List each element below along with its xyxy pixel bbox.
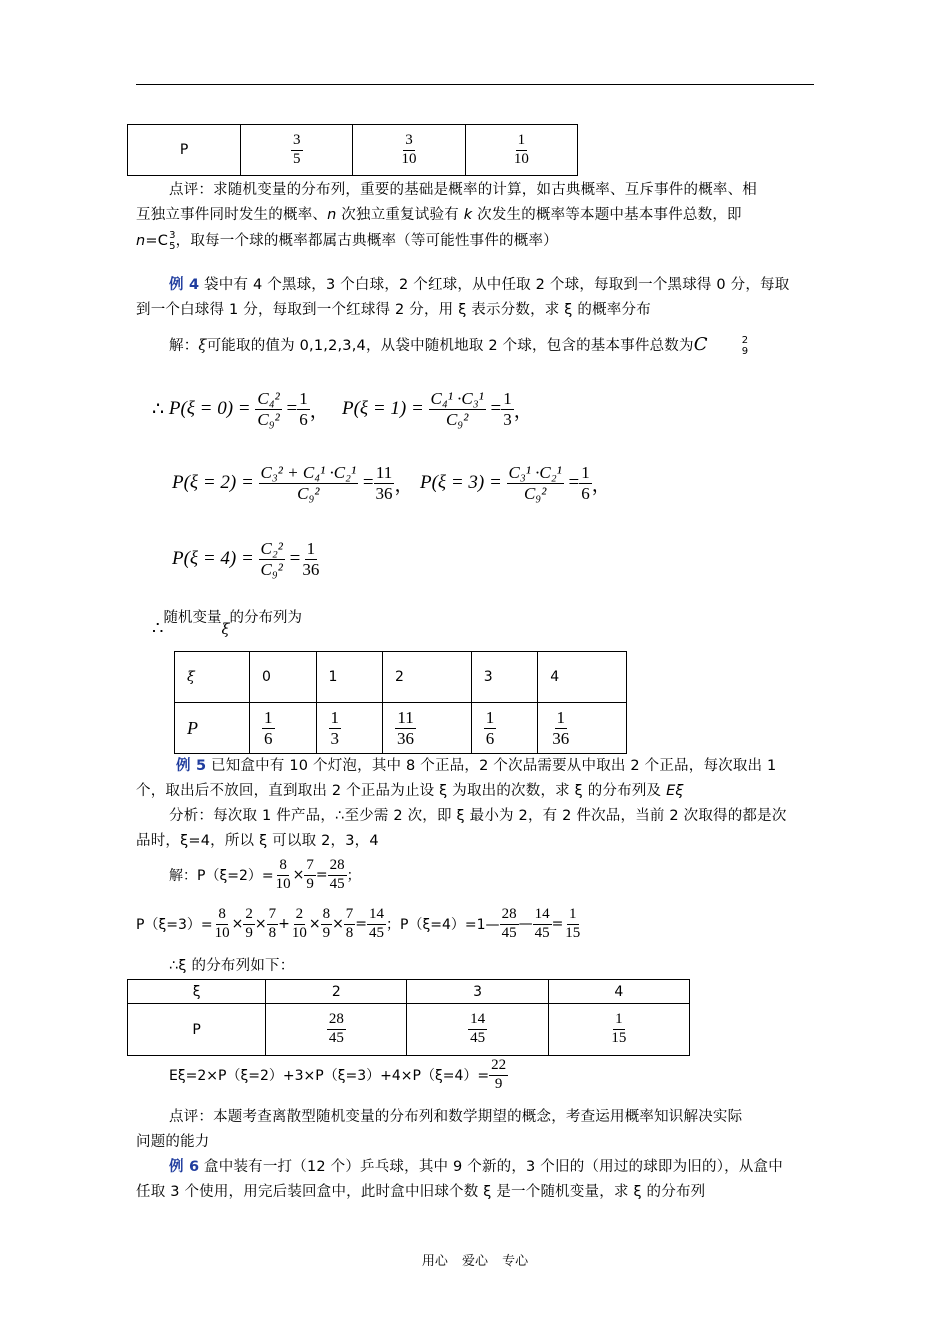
xi-label: ξ <box>128 980 266 1004</box>
comment1-line2: 互独立事件同时发生的概率、n 次独立重复试验有 k 次发生的概率等本题中基本事件总数，即 <box>136 207 742 223</box>
example4-line2: 到一个白球得 1 分，每取到一个红球得 2 分，用 ξ 表示分数，求 ξ 的概率分布 <box>136 302 651 318</box>
example4-solution: 解：ξ可能取的值为 0,1,2,3,4，从袋中随机地取 2 个球，包含的基本事件总数为C 2 9 <box>169 334 749 357</box>
fraction: $\frac{28}{45}$ <box>328 1011 344 1046</box>
example5-line2: 个，取出后不放回，直到取出 2 个正品为止设 ξ 为取出的次数，求 ξ 的分布列及 Eξ <box>136 783 684 799</box>
example5-label: 例 5 <box>176 758 207 774</box>
fraction: $\frac{1}{10}$ <box>513 131 529 167</box>
example6-line2: 任取 3 个使用，用完后装回盒中，此时盒中旧球个数 ξ 是一个随机变量，求 ξ 的分布列 <box>136 1184 706 1200</box>
equation-p1: P(ξ = 1) = $\frac{\text{C₄¹ ·C₃¹}}{\text{C₉²}}$ = $\frac{1}{3}$ ， <box>342 389 533 429</box>
fraction: $\frac{1}{6}$ <box>485 707 495 748</box>
fraction: $\frac{1}{3}$ <box>330 707 340 748</box>
example6-label: 例 6 <box>169 1159 200 1175</box>
example5-comment1: 点评：本题考查离散型随机变量的分布列和数学期望的概念，考查运用概率知识解决实际 <box>169 1109 743 1125</box>
example5-comment2: 问题的能力 <box>136 1134 210 1150</box>
fraction: $\frac{1}{6}$ <box>264 707 273 748</box>
fraction: $\frac{11}{36}$ <box>397 707 415 748</box>
p-label: P <box>175 703 250 754</box>
example5-dist-table: ξ 2 3 4 P $\frac{28}{45}$ $\frac{14}{45}$ $\frac{1}{15}$ <box>127 979 690 1056</box>
page-footer: 用心 爱心 专心 <box>421 1254 529 1269</box>
example5-p3-p4: P（ξ=3）= $\frac{8}{10}$ × $\frac{2}{9}$ × $\frac{7}{8}$ + $\frac{2}{10}$ × $\frac{8}{9}$ × $\frac{7}{8}$ = $\frac{14}{45}$ ；P（ξ=4）=1— $\frac{28}{45}$ — $\frac{14}{45}$ = $\frac{1}{15}$ <box>136 906 581 941</box>
table-header-p: P <box>128 125 241 176</box>
p-label: P <box>128 1004 266 1056</box>
comment1-line1: 点评：求随机变量的分布列，重要的基础是概率的计算，如古典概率、互斥事件的概率、相 <box>169 182 757 198</box>
example4-dist-table: ξ 0 1 2 3 4 P $\frac{1}{6}$ $\frac{1}{3}$ $\frac{11}{36}$ $\frac{1}{6}$ $\frac{1}{36}$ <box>174 651 627 754</box>
comment1-line3: n=C 3 5 ，取每一个球的概率都属古典概率（等可能性事件的概率） <box>136 230 558 252</box>
example4-dist-intro: ∴随机变量ξ的分布列为 <box>152 610 302 638</box>
fraction: $\frac{3}{10}$ <box>401 131 417 167</box>
equation-p4: P(ξ = 4) = $\frac{\text{C₂²}}{\text{C₉²}}$ = $\frac{1}{36}$ <box>172 539 320 579</box>
equation-p3: P(ξ = 3) = $\frac{\text{C₃¹ ·C₂¹}}{\text{C₉²}}$ = $\frac{1}{6}$ ， <box>420 463 611 503</box>
header-rule <box>136 84 814 85</box>
example5-expectation: Eξ=2×P（ξ=2）+3×P（ξ=3）+4×P（ξ=4）= $\frac{22}{9}$ <box>169 1057 507 1092</box>
fraction: $\frac{1}{36}$ <box>552 707 570 748</box>
example5-analysis2: 品时，ξ=4，所以 ξ 可以取 2，3，4 <box>136 833 379 849</box>
example5-dist-intro: ∴ξ 的分布列如下： <box>169 958 295 974</box>
example5-analysis1: 分析：每次取 1 件产品，∴至少需 2 次，即 ξ 最小为 2，有 2 件次品，当前 2 次取得的都是次 <box>169 808 787 824</box>
xi-label: ξ <box>175 652 250 703</box>
fraction: $\frac{3}{5}$ <box>293 131 301 167</box>
top-prob-table <box>127 124 578 176</box>
example5-p2: 解：P（ξ=2）= $\frac{8}{10}$ × $\frac{7}{9}$ = $\frac{28}{45}$ ； <box>169 857 361 892</box>
example5-line1: 例 5 已知盒中有 10 个灯泡，其中 8 个正品，2 个次品需要从中取出 2 个正品，每次取出 1 <box>176 758 777 774</box>
fraction: $\frac{1}{15}$ <box>611 1011 627 1046</box>
fraction: $\frac{14}{45}$ <box>470 1011 486 1046</box>
example6-line1: 例 6 盒中装有一打（12 个）乒乓球，其中 9 个新的，3 个旧的（用过的球即为旧的），从盒中 <box>169 1159 783 1175</box>
example4-line1: 例 4 袋中有 4 个黑球，3 个白球，2 个红球，从中任取 2 个球，每取到一个黑球得 0 分，每取 <box>169 277 790 293</box>
example4-label: 例 4 <box>169 277 200 293</box>
equation-p2: P(ξ = 2) = $\frac{\text{C₃² + C₄¹ ·C₂¹}}{\text{C₉²}}$ = $\frac{11}{36}$ ， <box>172 463 414 503</box>
equation-p0: ∴ P(ξ = 0) = $\frac{\text{C₄²}}{\text{C₉²}}$ = $\frac{1}{6}$ ， <box>152 389 329 429</box>
